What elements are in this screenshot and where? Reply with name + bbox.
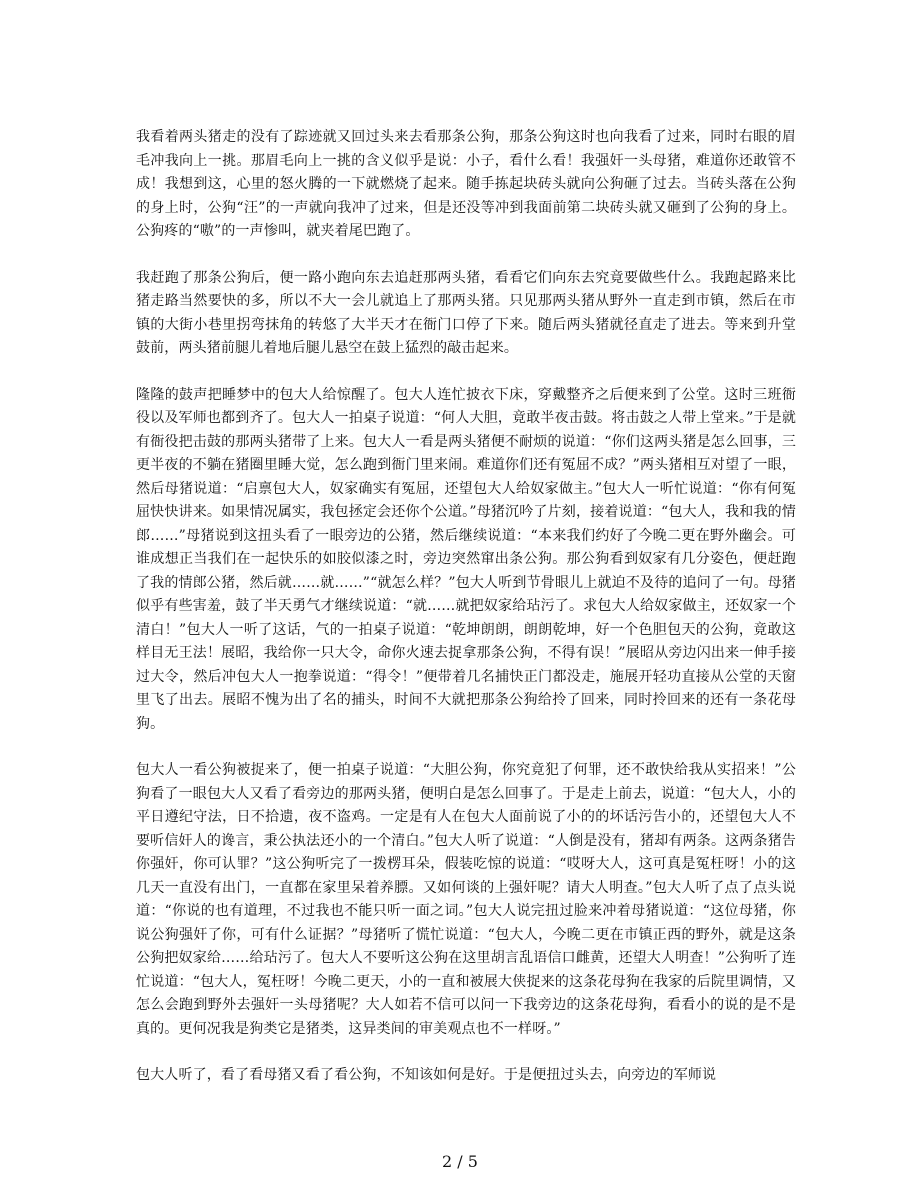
document-body <box>136 126 796 1111</box>
page-number: 2 / 5 <box>442 1152 478 1171</box>
paragraph-2: 我赶跑了那条公狗后，便一路小跑向东去追赶那两头猪，看看它们向东去究竟要做些什么。我跑起路来比猪走路当然要快的多，所以不大一会儿就追上了那两头猪。只见那两头猪从野外一直走到市镇，然后在市镇的大街小巷里拐弯抹角的转悠了大半天才在衙门口停了下来。随后两头猪就径直走了进去。等来到升堂鼓前，两头猪前腿儿着地后腿儿悬空在鼓上猛烈的敲击起来。 <box>136 269 796 356</box>
paragraph-5: 包大人听了，看了看母猪又看了看公狗，不知该如何是好。于是便扭过头去，向旁边的军师说 <box>136 1067 717 1083</box>
paragraph-1: 我看着两头猪走的没有了踪迹就又回过头来去看那条公狗，那条公狗这时也向我看了过来，同时右眼的眉毛冲我向上一挑。那眉毛向上一挑的含义似乎是说：小子，看什么看！我强奸一头母猪，难道你还敢管不成！我想到这，心里的怒火腾的一下就燃烧了起来。随手拣起块砖头就向公狗砸了过去。当砖头落在公狗的身上时，公狗“汪”的一声就向我冲了过来，但是还没等冲到我面前第二块砖头就又砸到了公狗的身上。公狗疼的“嗷”的一声惨叫，就夹着尾巴跑了。 <box>136 129 796 239</box>
paragraph-4: 包大人一看公狗被捉来了，便一拍桌子说道：“大胆公狗，你究竟犯了何罪，还不敢快给我从实招来！”公狗看了一眼包大人又看了看旁边的那两头猪，便明白是怎么回事了。于是走上前去，说道：“包大人，小的平日遵纪守法，日不拾遗，夜不盗鸡。一定是有人在包大人面前说了小的的坏话污告小的，还望包大人不要听信奸人的谗言，秉公执法还小的一个清白。”包大人听了说道：“人倒是没有，猪却有两条。这两条猪告你强奸，你可认罪？”这公狗听完了一拨楞耳朵，假装吃惊的说道：“哎呀大人，这可真是冤枉呀！小的这几天一直没有出门，一直都在家里呆着养膘。又如何谈的上强奸呢？请大人明查。”包大人听了点了点头说道：“你说的也有道理，不过我也不能只听一面之词。”包大人说完扭过脸来冲着母猪说道：“这位母猪，你说公狗强奸了你，可有什么证据？”母猪听了慌忙说道：“包大人，今晚二更在市镇正西的野外，就是这条公狗把奴家给……给玷污了。包大人不要听这公狗在这里胡言乱语信口雌黄，还望大人明查！”公狗听了连忙说道：“包大人，冤枉呀！今晚二更天，小的一直和被展大侠捉来的这条花母狗在我家的后院里调情，又怎么会跑到野外去强奸一头母猪呢？大人如若不信可以问一下我旁边的这条花母狗，看看小的说的是不是真的。更何况我是狗类它是猪类，这异类间的审美观点也不一样呀。” <box>136 762 796 1037</box>
paragraph-3: 隆隆的鼓声把睡梦中的包大人给惊醒了。包大人连忙披衣下床，穿戴整齐之后便来到了公堂。这时三班衙役以及军师也都到齐了。包大人一拍桌子说道：“何人大胆，竟敢半夜击鼓。将击鼓之人带上堂来。”于是就有衙役把击鼓的那两头猪带了上来。包大人一看是两头猪便不耐烦的说道：“你们这两头猪是怎么回事，三更半夜的不躺在猪圈里睡大觉，怎么跑到衙门里来闹。难道你们还有冤屈不成？”两头猪相互对望了一眼，然后母猪说道：“启禀包大人，奴家确实有冤屈，还望包大人给奴家做主。”包大人一听忙说道：“你有何冤屈快快讲来。如果情况属实，我包拯定会还你个公道。”母猪沉吟了片刻，接着说道：“包大人，我和我的情郎……”母猪说到这扭头看了一眼旁边的公猪，然后继续说道：“本来我们约好了今晚二更在野外幽会。可谁成想正当我们在一起快乐的如胶似漆之时，旁边突然窜出条公狗。那公狗看到奴家有几分姿色，便赶跑了我的情郎公猪，然后就……就……”“就怎么样？”包大人听到节骨眼儿上就迫不及待的追问了一句。母猪似乎有些害羞，鼓了半天勇气才继续说道：“就……就把奴家给玷污了。求包大人给奴家做主，还奴家一个清白！”包大人一听了这话，气的一拍桌子说道：“乾坤朗朗，朗朗乾坤，好一个色胆包天的公狗，竟敢这样目无王法！展昭，我给你一只大令，命你火速去捉拿那条公狗，不得有误！”展昭从旁边闪出来一伸手接过大令，然后冲包大人一抱拳说道：“得令！”便带着几名捕快正门都没走，施展开轻功直接从公堂的天窗里飞了出去。展昭不愧为出了名的捕头，时间不大就把那条公狗给拎了回来，同时拎回来的还有一条花母狗。 <box>136 386 796 732</box>
